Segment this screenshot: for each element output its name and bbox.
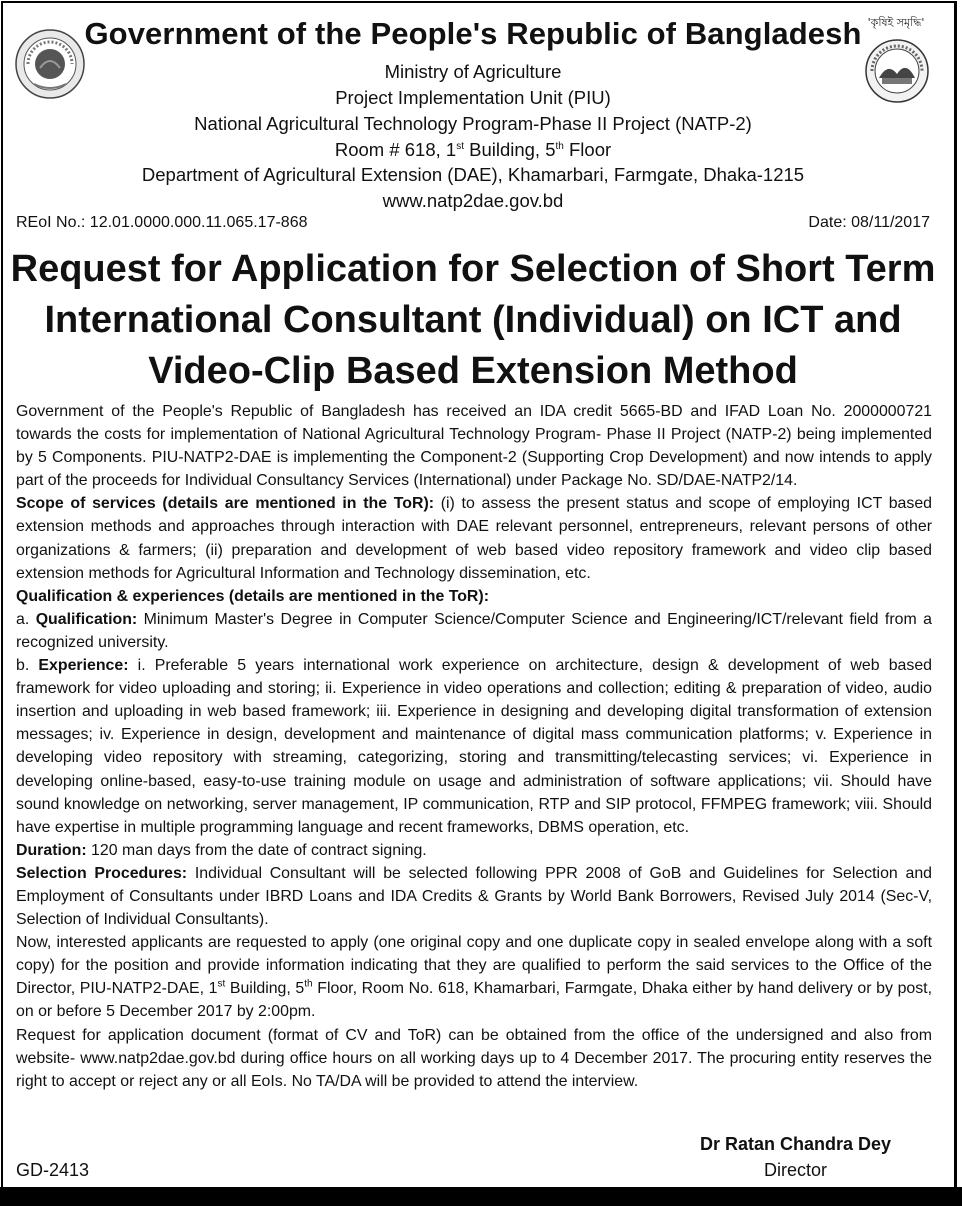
project-line: National Agricultural Technology Program-Phase II Project (NATP-2) <box>194 113 752 134</box>
room-line <box>0 137 946 163</box>
duration-label: Duration: <box>16 841 87 859</box>
selection-text: Individual Consultant will be selected following PPR 2008 of GoB and Guidelines for Selection and Employment of Consultants under IBRD Loans and IDA Credits & Grants by World Bank Borrowers, Revised July 2014 (Sec-V, Selection of Individual Consultants). <box>16 864 932 929</box>
department-line: Department of Agricultural Extension (DAE), Khamarbari, Farmgate, Dhaka-1215 <box>141 164 805 185</box>
selection-label: Selection Procedures: <box>16 864 188 882</box>
qualification-text: Minimum Master's Degree in Computer Science/Computer Science and Engineering/ICT/relevant field from a recognized university. <box>16 610 932 651</box>
selection-paragraph <box>16 862 932 931</box>
intro-paragraph: Government of the People's Republic of Bangladesh has received an IDA credit 5665-BD and IFAD Loan No. 2000000721 towards the costs for implementation of National Agricultural Technology Program- Phase II Project (NATP-2) being implemented by 5 Components. PIU-NATP2-DAE is implementing the Component-2 (Supporting Crop Development) and now intends to apply part of the proceeds for Individual Consultancy Services (International) under Package No. SD/DAE-NATP2/14. <box>16 403 932 490</box>
apply-sup-1: st <box>217 979 226 991</box>
experience-text: i. Preferable 5 years international work experience on architecture, design & development of web based framework for video uploading and storing; ii. Experience in video operations and collection; editing & preparation of video, audio insertion and uploading in web based framework; iii. Experience in designing and developing digital transformation of extension messages; iv. Experience in design, development and maintenance of digital mass communication platforms; v. Experience in developing video repository with streaming, categorizing, storing and transmitting/telecasting services; vi. Experience in developing online-based, easy-to-use training module on usage and administration of software applications; vii. Should have sound knowledge on networking, server management, IP communication, RTP and SIP protocol, FFMPEG framework; viii. Should have expertise in multiple programming language and recent frameworks, DBMS operation, etc. <box>16 657 932 836</box>
scope-label: Scope of services (details are mentioned in the ToR): <box>16 495 435 513</box>
bottom-bar <box>0 1187 962 1206</box>
qualification-paragraph <box>16 608 932 654</box>
request-paragraph: Request for application document (format of CV and ToR) can be obtained from the office of the undersigned and also from website- www.natp2dae.gov.bd during office hours on all working days up to 4 December 2017. The procuring entity reserves the right to accept or reject any or all EoIs. No TA/DA will be provided to attend the interview. <box>16 1026 932 1090</box>
experience-prefix: b. <box>16 657 39 675</box>
signer-title: Director <box>764 1160 828 1180</box>
government-title: Government of the People's Republic of Bangladesh <box>84 16 862 51</box>
gd-number: GD-2413 <box>16 1160 90 1180</box>
room-mid: Building, 5 <box>463 139 556 160</box>
duration-paragraph <box>16 839 932 862</box>
piu-line: Project Implementation Unit (PIU) <box>335 87 611 108</box>
right-logo-caption: 'কৃষিই সমৃদ্ধি' <box>867 16 925 29</box>
scope-text: (i) to assess the present status and scope of employing ICT based extension methods and approaches through interaction with DAE relevant personnel, entrepreneurs, relevant persons of other organizations & farmers; (ii) preparation and development of web based video repository framework and video clip based extension methods for Agricultural Information and Technology dissemination, etc. <box>16 495 932 582</box>
qualification-label: Qualification: <box>35 610 138 628</box>
scope-paragraph <box>16 492 932 584</box>
apply-part-1: Now, interested applicants are requested to apply (one original copy and one duplicate copy in sealed envelope along with a soft copy) for the position and provide information indicating that they are qualified to perform the said services to the Office of the Director, PIU-NATP2-DAE, 1 <box>16 934 932 998</box>
room-prefix: Room # 618, 1 <box>334 139 457 160</box>
ministry-line: Ministry of Agriculture <box>384 61 562 82</box>
title-line-2: International Consultant (Individual) on ICT and <box>44 299 902 341</box>
room-sup-1: st <box>456 140 464 152</box>
qualification-heading: Qualification & experiences (details are mentioned in the ToR): <box>16 587 489 605</box>
experience-label: Experience: <box>38 657 129 675</box>
room-sup-2: th <box>555 140 564 152</box>
reoi-number: REoI No.: 12.01.0000.000.11.065.17-868 <box>16 214 308 231</box>
notice-date: Date: 08/11/2017 <box>808 214 930 231</box>
apply-sup-2: th <box>304 979 313 991</box>
title-line-1: Request for Application for Selection of Short Term <box>10 248 936 290</box>
title-line-3: Video-Clip Based Extension Method <box>148 350 798 392</box>
signer-name: Dr Ratan Chandra Dey <box>700 1134 892 1154</box>
notice-title <box>0 244 946 397</box>
qualification-prefix: a. <box>16 610 36 628</box>
website-line: www.natp2dae.gov.bd <box>382 190 564 211</box>
room-suffix: Floor <box>563 139 612 160</box>
notice-body <box>16 400 932 1093</box>
experience-paragraph <box>16 654 932 839</box>
apply-paragraph <box>16 931 932 1023</box>
duration-text: 120 man days from the date of contract signing. <box>86 841 427 859</box>
apply-part-2: Building, 5 <box>225 980 305 998</box>
apply-part-3: Floor, Room No. 618, Khamarbari, Farmgate, Dhaka either by hand delivery or by post, on or before 5 December 2017 by 2:00pm. <box>16 980 933 1021</box>
